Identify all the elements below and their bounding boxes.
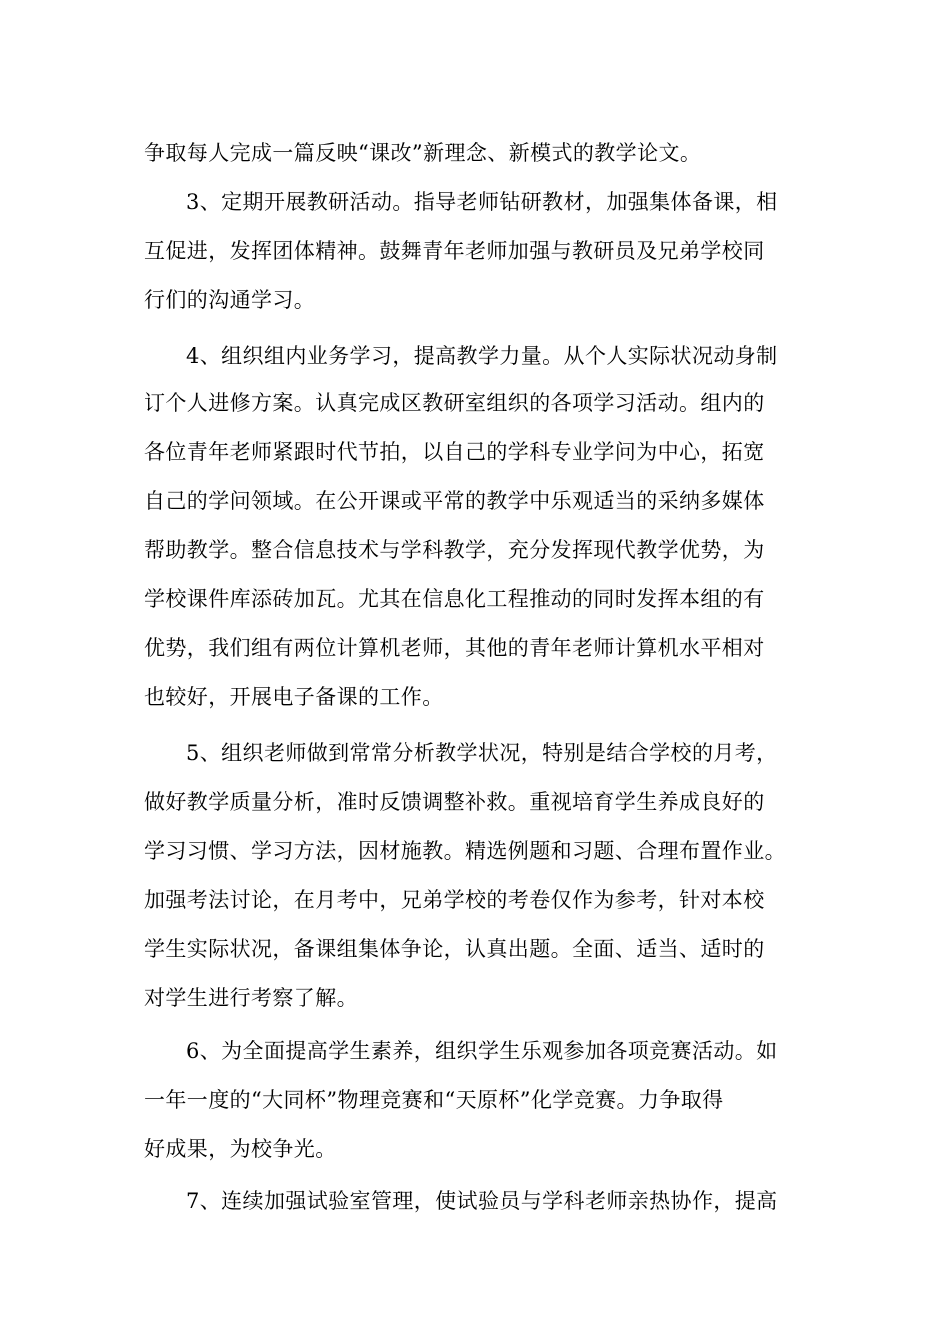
text-line: 行们的沟通学习。 — [144, 288, 316, 312]
text-line: 学生实际状况，备课组集体争论，认真出题。全面、适当、适时的 — [144, 937, 765, 961]
text-line: 加强考法讨论，在月考中，兄弟学校的考卷仅作为参考，针对本校 — [144, 888, 765, 912]
text-line: 一年一度的“大同杯”物理竞赛和“天原杯”化学竞赛。力争取得 — [144, 1088, 724, 1112]
text-line: 自己的学问领域。在公开课或平常的教学中乐观适当的采纳多媒体 — [144, 489, 765, 513]
paragraph-4-start: 4、组织组内业务学习，提高教学力量。从个人实际状况动身制 — [186, 344, 778, 368]
text-line: 争取每人完成一篇反映“课改”新理念、新模式的教学论文。 — [144, 141, 702, 165]
text-line: 帮助教学。整合信息技术与学科教学，充分发挥现代教学优势，为 — [144, 538, 765, 562]
text-line: 对学生进行考察了解。 — [144, 986, 358, 1010]
text-line: 好成果，为校争光。 — [144, 1137, 337, 1161]
text-line: 做好教学质量分析，准时反馈调整补救。重视培育学生养成良好的 — [144, 790, 765, 814]
text-line: 学校课件库添砖加瓦。尤其在信息化工程推动的同时发挥本组的有 — [144, 587, 765, 611]
paragraph-5-start: 5、组织老师做到常常分析教学状况，特别是结合学校的月考， — [186, 741, 778, 765]
text-line: 也较好，开展电子备课的工作。 — [144, 685, 444, 709]
text-line: 订个人进修方案。认真完成区教研室组织的各项学习活动。组内的 — [144, 391, 765, 415]
text-line: 互促进，发挥团体精神。鼓舞青年老师加强与教研员及兄弟学校同 — [144, 239, 765, 263]
paragraph-7-start: 7、连续加强试验室管理，使试验员与学科老师亲热协作，提高 — [186, 1189, 778, 1213]
paragraph-3-start: 3、定期开展教研活动。指导老师钻研教材，加强集体备课，相 — [186, 190, 778, 214]
text-line: 学习习惯、学习方法，因材施教。精选例题和习题、合理布置作业。 — [144, 839, 786, 863]
text-line: 各位青年老师紧跟时代节拍，以自己的学科专业学问为中心，拓宽 — [144, 440, 765, 464]
text-line: 优势，我们组有两位计算机老师，其他的青年老师计算机水平相对 — [144, 636, 765, 660]
paragraph-6-start: 6、为全面提高学生素养，组织学生乐观参加各项竞赛活动。如 — [186, 1039, 778, 1063]
